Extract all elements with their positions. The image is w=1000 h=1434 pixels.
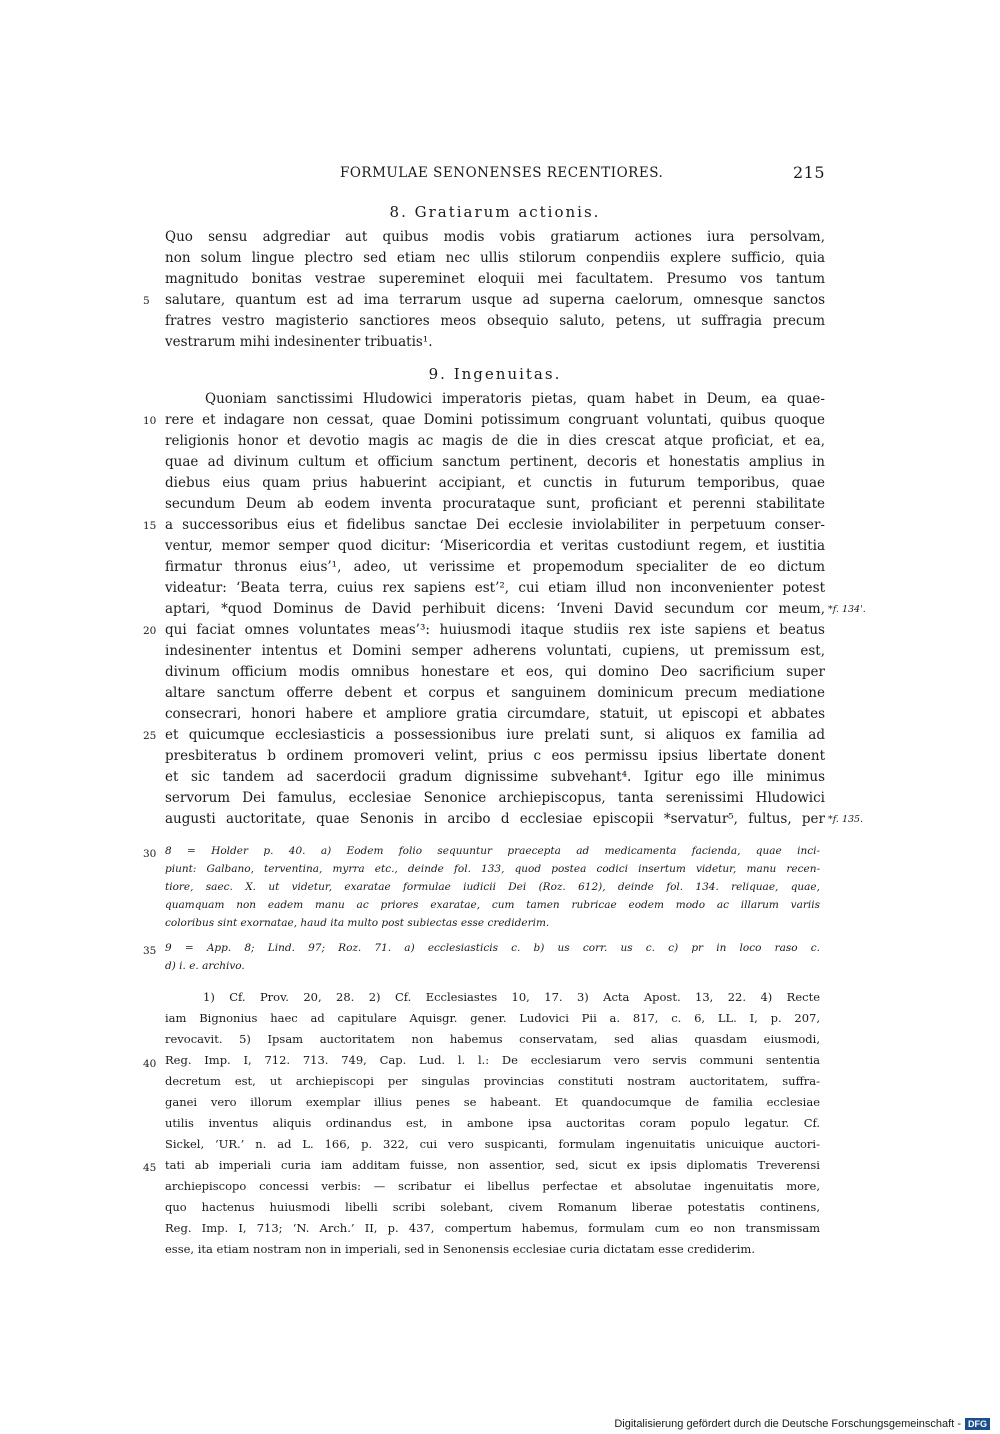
text-line: Quoniam sanctissimi Hludowici imperatoris pietas, quam habet in Deum, ea quae-	[205, 391, 825, 407]
text-line: videatur: ‘Beata terra, cuius rex sapiens est’², cui etiam illud non inconvenienter potest	[165, 580, 825, 596]
text-line: religionis honor et devotio magis ac magis de die in dies crescat atque proficiat, et ea,	[165, 433, 825, 449]
note-line: Reg. Imp. I, 713; ‘N. Arch.’ II, p. 437, compertum habemus, formulam cum eo non transmissam	[165, 1221, 820, 1235]
text-line: vestrarum mihi indesinenter tribuatis¹.	[165, 334, 433, 350]
text-line: qui faciat omnes voluntates meas’³: huiusmodi itaque studiis rex iste sapiens et beatus	[165, 622, 825, 638]
footnote-line: piunt: Galbano, terventina, myrra etc., deinde fol. 133, quod postea codici insertum videtur, manu recen-	[165, 863, 820, 875]
text-line: firmatur thronus eius’¹, adeo, ut verissime et propemodum specialiter de eo dictum	[165, 559, 825, 575]
footnote-line: 8 = Holder p. 40. a) Eodem folio sequuntur praecepta ad medicamenta facienda, quae inci-	[165, 845, 820, 857]
page-number: 215	[792, 163, 825, 182]
text-line: indesinenter intentus et Domini semper adherens voluntati, cupiens, ut premissum est,	[165, 643, 825, 659]
footnote-line: d) i. e. archivo.	[165, 960, 245, 972]
note-line: 1) Cf. Prov. 20, 28. 2) Cf. Ecclesiastes 10, 17. 3) Acta Apost. 13, 22. 4) Recte	[203, 990, 820, 1004]
text-line: diebus eius quam prius habuerint accipiant, et cunctis in futurum temporibus, quae	[165, 475, 825, 491]
text-line: fratres vestro magisterio sanctiores meos obsequio saluto, petens, ut suffragia precum	[165, 313, 825, 329]
text-line: consecrari, honori habere et ampliore gratia circumdare, statuit, ut episcopi et abbates	[165, 706, 825, 722]
text-line: Quo sensu adgrediar aut quibus modis vobis gratiarum actiones iura persolvam,	[165, 229, 825, 245]
running-title: FORMULAE SENONENSES RECENTIORES.	[340, 165, 664, 181]
line-number: 45	[143, 1162, 157, 1174]
footnote-line: tiore, saec. X. ut videtur, exaratae formulae iudicii Dei (Roz. 612), deinde fol. 134. reliquae, quae,	[165, 881, 820, 893]
line-number: 5	[143, 295, 150, 307]
section-9-title: 9. Ingenuitas.	[428, 365, 562, 383]
note-line: esse, ita etiam nostram non in imperiali, sed in Senonensis ecclesiae curia dictatam esse crediderim.	[165, 1242, 755, 1256]
footnote-line: quamquam non eadem manu ac priores exaratae, cum tamen rubricae eodem modo ac illarum variis	[165, 899, 820, 911]
text-line: aptari, *quod Dominus de David perhibuit dicens: ‘Inveni David secundum cor meum,	[165, 601, 825, 617]
text-line: quae ad divinum cultum et officium sanctum pertinent, decoris et honestatis amplius in	[165, 454, 825, 470]
text-line: magnitudo bonitas vestrae supereminet eloquii mei facultatem. Presumo vos tantum	[165, 271, 825, 287]
text-line: secundum Deum ab eodem inventa procurataque sunt, proficiant et perenni stabilitate	[165, 496, 825, 512]
text-line: et sic tandem ad sacerdocii gradum dignissime subvehant⁴. Igitur ego ille minimus	[165, 769, 825, 785]
note-line: archiepiscopo concessi verbis: — scribatur ei libellus perfectae et absolutae ingenuitatis more,	[165, 1179, 820, 1193]
text-line: et quicumque ecclesiasticis a possessionibus iure prelati sunt, si aliquos ex familia ad	[165, 727, 825, 743]
line-number: 40	[143, 1058, 157, 1070]
text-line: non solum lingue plectro sed etiam nec ullis stilorum conpendiis explere sufficio, quia	[165, 250, 825, 266]
line-number: 20	[143, 625, 157, 637]
line-number: 35	[143, 945, 157, 957]
note-line: ganei vero illorum exemplar illius penes se habeant. Et quandocumque de familia ecclesiae	[165, 1095, 820, 1109]
funding-text: Digitalisierung gefördert durch die Deutsche Forschungsgemeinschaft -	[614, 1418, 961, 1430]
line-number: 15	[143, 520, 157, 532]
text-line: augusti auctoritate, quae Senonis in arcibo d ecclesiae episcopii *servatur⁵, fultus, per	[165, 811, 825, 827]
text-line: servorum Dei famulus, ecclesiae Senonice archiepiscopus, tanta serenissimi Hludowici	[165, 790, 825, 806]
text-line: altare sanctum offerre debent et corpus et sanguinem dominicum precum mediatione	[165, 685, 825, 701]
dfg-logo: DFG	[965, 1418, 990, 1430]
note-line: utilis inventus aliquis ordinandus est, in ambone ipsa auctoritas coram populo legatur. Cf.	[165, 1116, 820, 1130]
note-line: Sickel, ‘UR.’ n. ad L. 166, p. 322, cui vero suspicanti, formulam ingenuitatis unicuique auctori-	[165, 1137, 820, 1151]
text-line: a successoribus eius et fidelibus sanctae Dei ecclesie inviolabiliter in perpetuum conser-	[165, 517, 825, 533]
text-line: presbiteratus b ordinem promoveri velint, prius c eos permissu ipsius libertate donent	[165, 748, 825, 764]
note-line: Reg. Imp. I, 712. 713. 749, Cap. Lud. l. l.: De ecclesiarum vero servis communi sententia	[165, 1053, 820, 1067]
page-header	[165, 163, 825, 183]
text-line: rere et indagare non cessat, quae Domini potissimum congruant voluntati, quibus quoque	[165, 412, 825, 428]
funding-footer	[614, 1417, 990, 1431]
text-line: divinum officium modis omnibus honestare et eos, qui domino Deo sacrificium super	[165, 664, 825, 680]
line-number: 25	[143, 730, 157, 742]
section-8-title: 8. Gratiarum actionis.	[389, 203, 601, 221]
margin-folio-note: *f. 134'.	[828, 604, 866, 615]
note-line: tati ab imperiali curia iam additam fuisse, non assentior, sed, sicut ex ipsis diplomatis Treverensi	[165, 1158, 820, 1172]
note-line: revocavit. 5) Ipsam auctoritatem non habemus conservatam, sed alias quasdam eiusmodi,	[165, 1032, 820, 1046]
note-line: decretum est, ut archiepiscopi per singulas provincias constituti nostram auctoritatem, suffra-	[165, 1074, 820, 1088]
footnote-line: 9 = App. 8; Lind. 97; Roz. 71. a) ecclesiasticis c. b) us corr. us c. c) pr in loco raso c.	[165, 942, 820, 954]
text-line: salutare, quantum est ad ima terrarum usque ad superna caelorum, omnesque sanctos	[165, 292, 825, 308]
note-line: quo hactenus huiusmodi libelli scribi solebant, civem Romanum liberae potestatis continens,	[165, 1200, 820, 1214]
line-number: 10	[143, 415, 157, 427]
footnote-line: coloribus sint exornatae, haud ita multo post subiectas esse crediderim.	[165, 917, 550, 929]
text-line: ventur, memor semper quod dicitur: ‘Misericordia et veritas custodiunt regem, et iustitia	[165, 538, 825, 554]
line-number: 30	[143, 848, 157, 860]
note-line: iam Bignonius haec ad capitulare Aquisgr. gener. Ludovici Pii a. 817, c. 6, LL. I, p. 207,	[165, 1011, 820, 1025]
margin-folio-note: *f. 135.	[828, 814, 864, 825]
